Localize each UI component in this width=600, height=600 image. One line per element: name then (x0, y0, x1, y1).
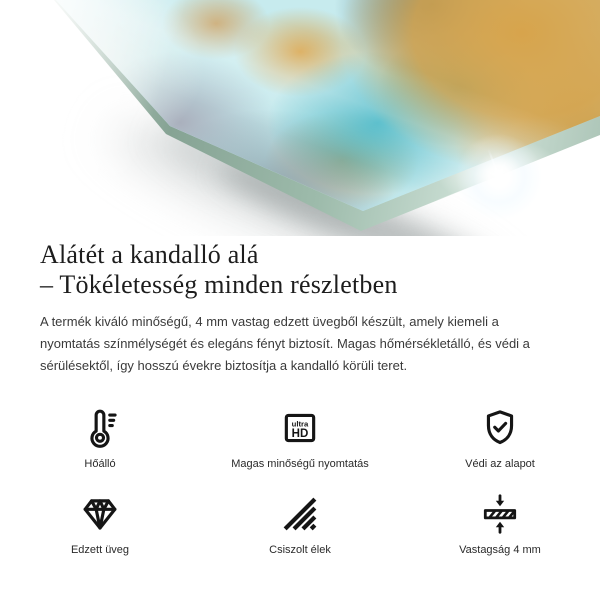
ultra-hd-icon (279, 406, 321, 450)
svg-text:ultra: ultra (291, 419, 309, 429)
product-description: A termék kiváló minőségű, 4 mm vastag edzett üvegből készült, amely kiemeli a nyomtatás színmélységét és elegáns fényt biztosít. Magas hőmérsékletálló, és védi a sérülésektől, így hosszú évekre biztosítja a kandalló körüli teret. (40, 314, 530, 373)
feature-polished-edges (200, 492, 400, 556)
feature-label: Hőálló (84, 458, 116, 470)
feature-label: Magas minőségű nyomtatás (231, 458, 369, 470)
polished-edges-icon (279, 492, 321, 536)
page-title-line1: Alátét a kandalló alá (40, 240, 259, 269)
shield-check-icon (479, 406, 521, 450)
thermometer-icon (79, 406, 121, 450)
feature-label: Védi az alapot (465, 458, 535, 470)
page-title (40, 240, 560, 300)
svg-text:HD: HD (291, 428, 309, 441)
feature-grid (0, 406, 600, 556)
diamond-icon (79, 492, 121, 536)
feature-thickness (400, 492, 600, 556)
page-title-line2: – Tökéletesség minden részletben (40, 270, 398, 299)
feature-heat-resistant (0, 406, 200, 470)
thickness-icon (479, 492, 521, 536)
feature-print-quality (200, 406, 400, 470)
feature-label: Edzett üveg (70, 544, 130, 556)
feature-tempered-glass (0, 492, 200, 556)
product-image (0, 0, 600, 236)
feature-label: Vastagság 4 mm (459, 544, 541, 556)
feature-protects-base (400, 406, 600, 470)
feature-label: Csiszolt élek (269, 544, 331, 556)
